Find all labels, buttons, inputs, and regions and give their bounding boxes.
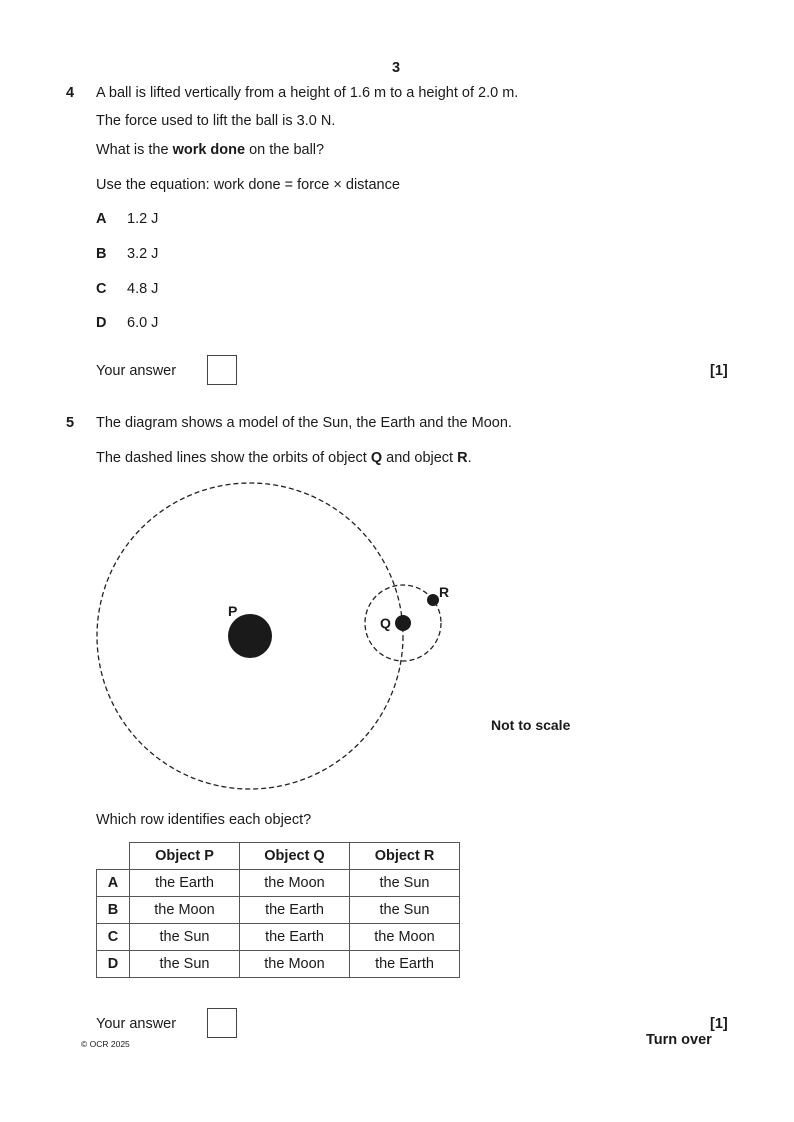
q4-option-text: 6.0 J — [127, 315, 159, 331]
row-letter: B — [97, 897, 130, 924]
q4-marks: [1] — [710, 363, 728, 379]
label-r: R — [439, 584, 450, 600]
table-cell: the Moon — [240, 870, 350, 897]
q5-answer-box[interactable] — [207, 1008, 237, 1038]
q4-option-text: 4.8 J — [127, 281, 159, 297]
q4-line3: What is the work done on the ball? — [96, 142, 325, 158]
q5-question: Which row identifies each object? — [96, 812, 312, 828]
header-object-r: Object R — [350, 843, 460, 870]
q4-option-letter: A — [96, 211, 107, 227]
q4-answer-label: Your answer — [96, 363, 177, 379]
object-r — [427, 594, 439, 606]
q5-line1: The diagram shows a model of the Sun, the Earth and the Moon. — [96, 415, 512, 431]
q4-number: 4 — [66, 85, 75, 101]
row-letter: A — [97, 870, 130, 897]
table-cell: the Moon — [350, 924, 460, 951]
object-q — [395, 615, 411, 631]
turn-over: Turn over — [646, 1032, 712, 1048]
table-row — [97, 951, 460, 978]
table-row — [97, 870, 460, 897]
answer-table — [96, 842, 460, 978]
table-cell: the Earth — [130, 870, 240, 897]
work-done-emphasis: work done — [172, 142, 246, 158]
q4-line2: The force used to lift the ball is 3.0 N. — [96, 113, 336, 129]
header-object-q: Object Q — [240, 843, 350, 870]
row-letter: C — [97, 924, 130, 951]
table-cell: the Moon — [240, 951, 350, 978]
row-letter: D — [97, 951, 130, 978]
table-corner — [97, 843, 130, 870]
q5-answer-label: Your answer — [96, 1016, 177, 1032]
object-p — [228, 614, 272, 658]
table-cell: the Sun — [350, 870, 460, 897]
table-header-row — [97, 843, 460, 870]
q4-option-letter: C — [96, 281, 107, 297]
table-cell: the Sun — [130, 924, 240, 951]
copyright: © OCR 2025 — [81, 1039, 130, 1049]
table-cell: the Moon — [130, 897, 240, 924]
q4-option-letter: D — [96, 315, 107, 331]
not-to-scale-label: Not to scale — [491, 717, 571, 733]
table-cell: the Earth — [350, 951, 460, 978]
q4-option-text: 1.2 J — [127, 211, 159, 227]
q4-line1: A ball is lifted vertically from a height of 1.6 m to a height of 2.0 m. — [96, 85, 519, 101]
label-p: P — [228, 603, 238, 619]
table-row — [97, 924, 460, 951]
q4-option-letter: B — [96, 246, 107, 262]
table-cell: the Sun — [350, 897, 460, 924]
table-cell: the Sun — [130, 951, 240, 978]
table-row — [97, 897, 460, 924]
q5-marks: [1] — [710, 1016, 728, 1032]
label-q: Q — [380, 615, 391, 631]
header-object-p: Object P — [130, 843, 240, 870]
table-cell: the Earth — [240, 924, 350, 951]
q4-equation: Use the equation: work done = force × distance — [96, 177, 400, 193]
q5-line2: The dashed lines show the orbits of object Q and object R. — [96, 450, 472, 466]
q4-option-text: 3.2 J — [127, 246, 159, 262]
table-cell: the Earth — [240, 897, 350, 924]
q5-number: 5 — [66, 415, 75, 431]
page-number: 3 — [392, 60, 401, 76]
